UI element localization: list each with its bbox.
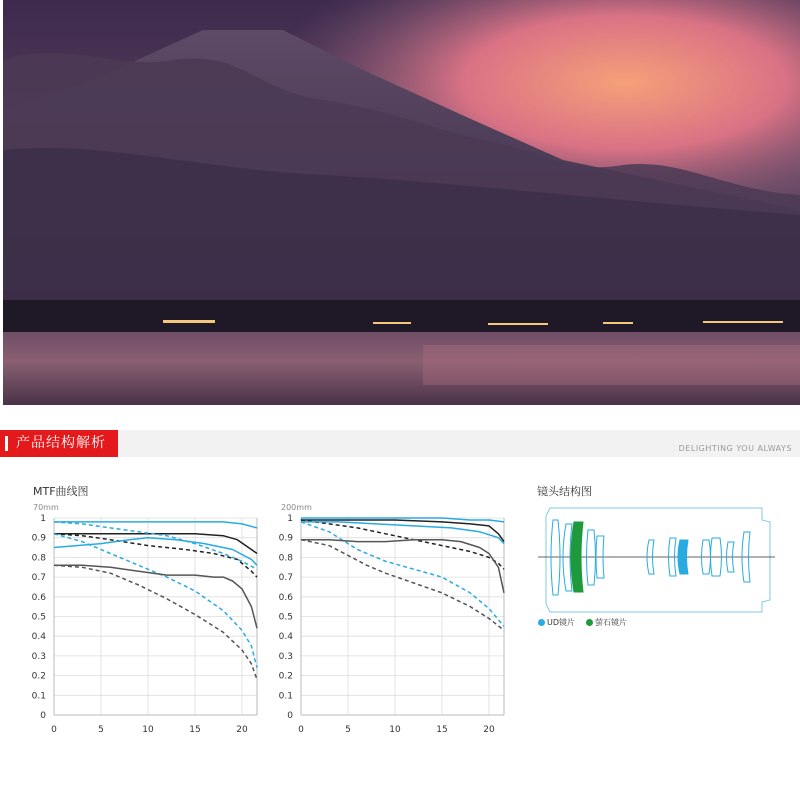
x-tick-label: 20	[236, 725, 248, 735]
y-tick-label: 0.3	[31, 651, 46, 662]
lens-structure-diagram	[538, 508, 775, 612]
legend-fluorite-label: 萤石镜片	[595, 618, 627, 627]
x-tick-label: 0	[51, 725, 57, 735]
mtf-series-line-6	[54, 534, 257, 668]
ud-lens-dot-icon	[538, 619, 545, 626]
y-tick-label: 0.4	[31, 632, 46, 643]
x-tick-label: 0	[298, 725, 304, 735]
mtf-series-line-2	[301, 520, 504, 569]
y-tick-label: 0.2	[278, 671, 293, 682]
x-tick-label: 5	[345, 725, 351, 735]
y-tick-label: 0.7	[278, 573, 293, 584]
x-tick-label: 10	[142, 725, 154, 735]
mtf-title: MTF曲线图	[33, 485, 89, 498]
y-tick-label: 0.1	[278, 691, 293, 702]
x-tick-label: 5	[98, 725, 104, 735]
y-tick-label: 0.3	[278, 651, 293, 662]
section-banner-title: 产品结构解析	[16, 435, 106, 451]
banner-slogan: DELIGHTING YOU ALWAYS	[678, 444, 792, 453]
y-tick-label: 0.5	[31, 612, 46, 623]
y-tick-label: 0.9	[278, 533, 293, 544]
y-tick-label: 0.8	[31, 553, 46, 564]
mtf-series-line-8	[54, 565, 257, 679]
fluorite-lens-dot-icon	[586, 619, 593, 626]
x-tick-label: 15	[436, 725, 448, 735]
legend-ud-label: UD镜片	[547, 618, 576, 627]
legend-fluorite	[586, 617, 627, 628]
y-tick-label: 0.7	[31, 573, 46, 584]
y-tick-label: 0	[40, 711, 46, 721]
ud-lens-element	[678, 540, 688, 574]
y-tick-label: 0.4	[278, 632, 293, 643]
y-tick-label: 1	[287, 514, 293, 524]
mtf-chart-70mm	[32, 514, 257, 735]
mtf-series-line-6	[301, 540, 504, 593]
x-tick-label: 10	[389, 725, 401, 735]
y-tick-label: 0	[287, 711, 293, 721]
y-tick-label: 0.1	[31, 691, 46, 702]
mtf-chart-200mm	[279, 514, 504, 735]
y-tick-label: 0.8	[278, 553, 293, 564]
x-tick-label: 15	[189, 725, 201, 735]
y-tick-label: 1	[40, 514, 46, 524]
chart-label-70mm: 70mm	[33, 503, 59, 512]
y-tick-label: 0.2	[31, 671, 46, 682]
y-tick-label: 0.6	[278, 592, 293, 603]
y-tick-label: 0.5	[278, 612, 293, 623]
lens-structure-title: 镜头结构图	[537, 485, 592, 498]
y-tick-label: 0.6	[31, 592, 46, 603]
x-tick-label: 20	[483, 725, 495, 735]
fluorite-lens-element	[571, 522, 583, 592]
legend-ud	[538, 617, 575, 628]
y-tick-label: 0.9	[31, 533, 46, 544]
chart-label-200mm: 200mm	[281, 503, 312, 512]
